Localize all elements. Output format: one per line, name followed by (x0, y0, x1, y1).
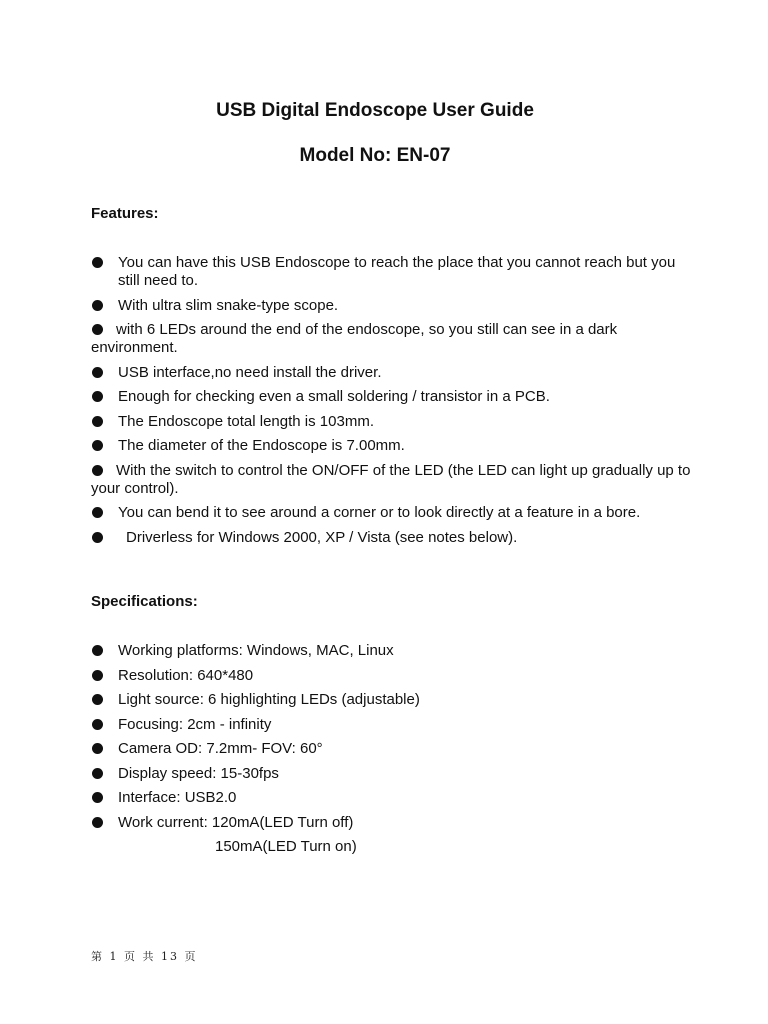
feature-text: USB interface,no need install the driver. (118, 363, 382, 381)
spec-item (91, 642, 691, 660)
bullet-icon (92, 440, 103, 451)
spec-item (91, 740, 691, 758)
spec-item (91, 691, 691, 709)
spec-item (91, 716, 691, 734)
feature-item (91, 504, 691, 522)
feature-item (91, 364, 691, 382)
feature-item (91, 437, 691, 455)
bullet-icon (92, 300, 103, 311)
features-heading: Features: (91, 205, 159, 222)
feature-text: with 6 LEDs around the end of the endoscope, so you still can see in a dark environment. (91, 321, 618, 356)
feature-text: With the switch to control the ON/OFF of the LED (the LED can light up gradually up to your control). (91, 461, 691, 497)
bullet-icon (92, 743, 103, 754)
feature-text: You can have this USB Endoscope to reach the place that you cannot reach but you still need to. (118, 254, 676, 289)
bullet-icon (92, 324, 103, 335)
feature-text: Driverless for Windows 2000, XP / Vista (see notes below). (126, 528, 518, 546)
feature-text: With ultra slim snake-type scope. (118, 296, 339, 314)
document-title: USB Digital Endoscope User Guide (216, 100, 534, 121)
feature-item (91, 462, 691, 498)
bullet-icon (92, 719, 103, 730)
spec-text: Display speed: 15-30fps (118, 764, 279, 782)
spec-item (91, 814, 691, 832)
feature-item (91, 413, 691, 431)
specifications-heading: Specifications: (91, 593, 198, 610)
spec-text: Camera OD: 7.2mm- FOV: 60° (118, 740, 323, 757)
bullet-icon (92, 792, 103, 803)
bullet-icon (92, 817, 103, 828)
feature-item (91, 297, 691, 315)
work-current-continuation: 150mA(LED Turn on) (215, 838, 357, 855)
feature-text: The Endoscope total length is 103mm. (118, 412, 374, 430)
specifications-list (91, 642, 691, 838)
bullet-icon (92, 416, 103, 427)
bullet-icon (92, 257, 103, 268)
spec-text: Working platforms: Windows, MAC, Linux (118, 642, 394, 659)
feature-item (91, 321, 691, 357)
feature-item (91, 254, 691, 290)
bullet-icon (92, 367, 103, 378)
bullet-icon (92, 532, 103, 543)
bullet-icon (92, 768, 103, 779)
spec-text: Focusing: 2cm - infinity (118, 715, 272, 733)
spec-text: Light source: 6 highlighting LEDs (adjustable) (118, 691, 420, 708)
feature-text: The diameter of the Endoscope is 7.00mm. (118, 437, 405, 454)
spec-item (91, 765, 691, 783)
bullet-icon (92, 507, 103, 518)
bullet-icon (92, 670, 103, 681)
bullet-icon (92, 694, 103, 705)
spec-item (91, 667, 691, 685)
feature-text: Enough for checking even a small soldering / transistor in a PCB. (118, 388, 550, 405)
spec-text: Interface: USB2.0 (118, 789, 237, 806)
spec-item (91, 789, 691, 807)
model-number: Model No: EN-07 (299, 145, 451, 166)
feature-text: You can bend it to see around a corner or to look directly at a feature in a bore. (118, 504, 641, 521)
spec-text: Resolution: 640*480 (118, 666, 254, 684)
feature-item (91, 529, 691, 547)
feature-item (91, 388, 691, 406)
bullet-icon (92, 645, 103, 656)
bullet-icon (92, 391, 103, 402)
spec-text: Work current: 120mA(LED Turn off) (118, 813, 354, 831)
page-indicator: 第 1 页 共 13 页 (91, 950, 198, 963)
bullet-icon (92, 465, 103, 476)
features-list (91, 254, 691, 553)
